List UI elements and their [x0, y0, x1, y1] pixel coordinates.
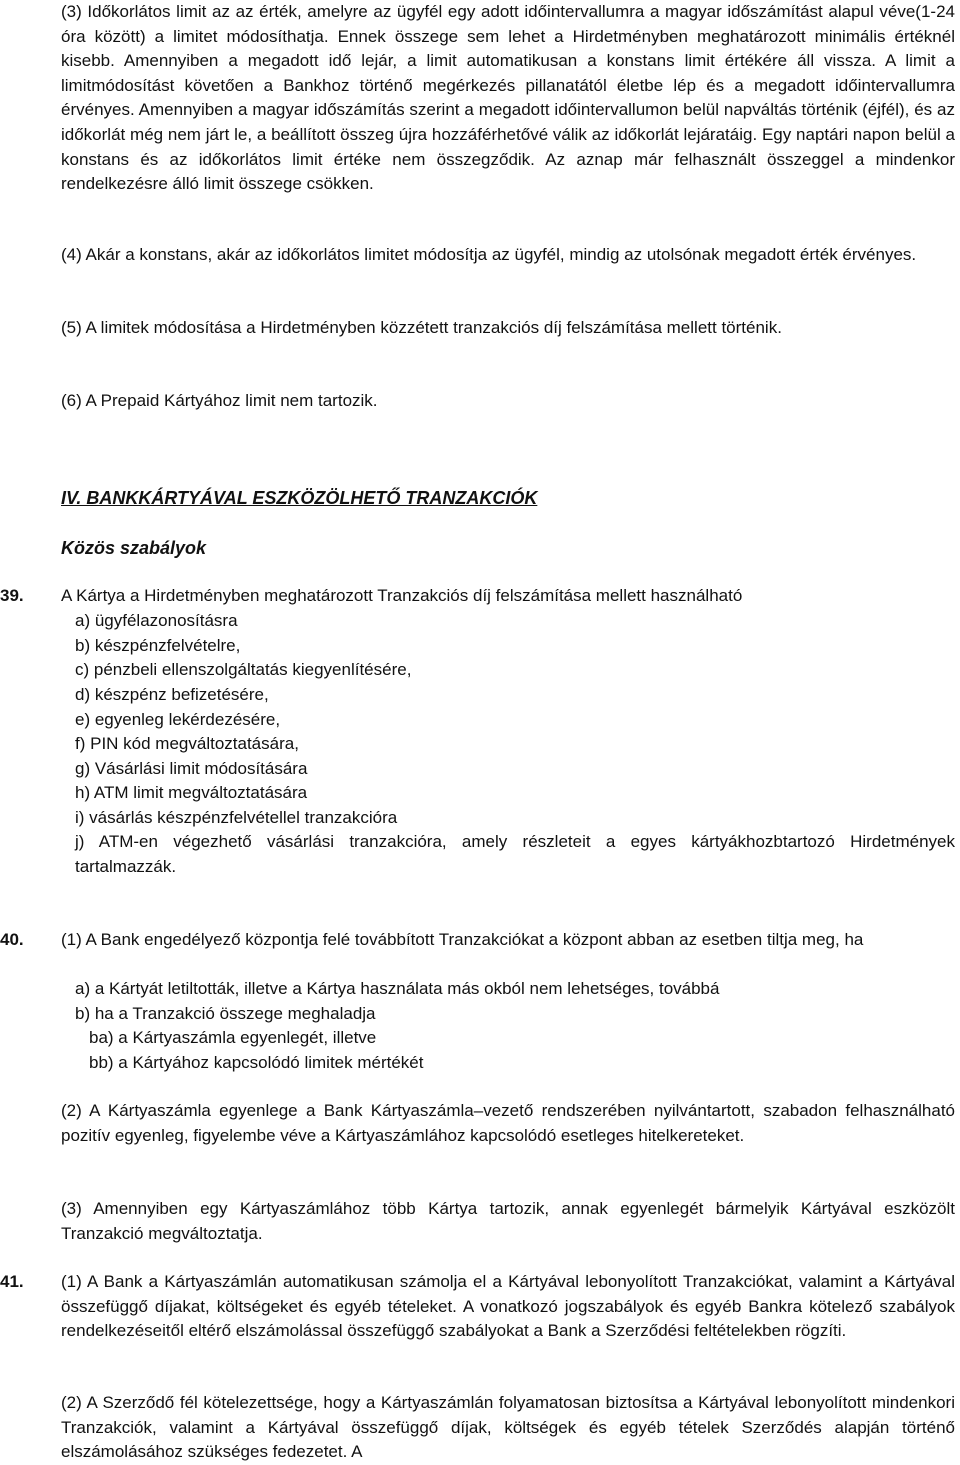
list-item: a) a Kártyát letiltották, illetve a Kártya használata más okból nem lehetséges, továbbá: [75, 979, 720, 998]
list-item: c) pénzbeli ellenszolgáltatás kiegyenlítésére,: [75, 660, 412, 679]
list-item: b) készpénzfelvételre,: [75, 636, 241, 655]
paragraph-3-time-limit: (3) Időkorlátos limit az az érték, amelyre az ügyfél egy adott időintervallumra a magyar időszámítást alapul véve(1-24 óra között) a limitet módosíthatja. Ennek összege sem lehet a Hirdetményben meghatározott minimális értéknél kisebb. Amennyiben a megadott idő lejár, a limit automatikusan a konstans limit értékére áll vissza. A limit a limitmódosítást követően a Bankhoz történő megérkezés pillanatától életbe lép és a megadott időintervallumra érvényes. Amennyiben a magyar időszámítás szerint a megadott időintervallumon belül napváltás történik (éjfél), és az időkorlát még nem járt le, a beállított összeg újra hozzáférhetővé válik az időkorlát lejáratáig. Egy naptári napon belül a konstans és az időkorlátos limit értéke nem összegződik. Az aznap már felhasznált összeggel a mindenkor rendelkezésre álló limit összege csökken.: [61, 2, 955, 194]
section-number: 40.: [0, 930, 24, 949]
section-number: 41.: [0, 1272, 24, 1291]
list-item: g) Vásárlási limit módosítására: [75, 759, 308, 778]
list-item: bb) a Kártyához kapcsolódó limitek mértékét: [89, 1053, 424, 1072]
section-41-paragraph-1: (1) A Bank a Kártyaszámlán automatikusan számolja el a Kártyával lebonyolított Tranzakciókat, valamint a Kártyával összefüggő díjakat, költségeket és egyéb tételeket. A vonatkozó jogszabályok és egyéb Bankra kötelező szabályok rendelkezéseitől eltérő elszámolással összefüggő szabályokat a Bank a Szerződési feltételekben rögzíti.: [61, 1272, 955, 1341]
section-40-paragraph-1: (1) A Bank engedélyező központja felé továbbított Tranzakciókat a központ abban az esetben tiltja meg, ha: [61, 930, 864, 949]
list-item: b) ha a Tranzakció összege meghaladja: [75, 1004, 376, 1023]
paragraph-5: (5) A limitek módosítása a Hirdetményben közzétett tranzakciós díj felszámítása mellett történik.: [61, 318, 782, 337]
list-item: e) egyenleg lekérdezésére,: [75, 710, 281, 729]
section-40-paragraph-2: (2) A Kártyaszámla egyenlege a Bank Kártyaszámla–vezető rendszerében nyilvántartott, szabadon felhasználható pozitív egyenleg, figyelembe véve a Kártyaszámlához kapcsolódó esetleges hitelkereteket.: [61, 1101, 955, 1145]
paragraph-6: (6) A Prepaid Kártyához limit nem tartozik.: [61, 391, 378, 410]
section-39-intro: A Kártya a Hirdetményben meghatározott Tranzakciós díj felszámítása mellett használható: [61, 586, 743, 605]
list-item: h) ATM limit megváltoztatására: [75, 783, 308, 802]
list-item: i) vásárlás készpénzfelvétellel tranzakcióra: [75, 808, 398, 827]
list-item: f) PIN kód megváltoztatására,: [75, 734, 299, 753]
list-item: a) ügyfélazonosításra: [75, 611, 238, 630]
section-number: 39.: [0, 586, 24, 605]
section-40-paragraph-3: (3) Amennyiben egy Kártyaszámlához több Kártya tartozik, annak egyenlegét bármelyik Kártyával eszközölt Tranzakció megváltoztatja.: [61, 1199, 955, 1243]
section-title: IV. BANKKÁRTYÁVAL ESZKÖZÖLHETŐ TRANZAKCIÓK: [61, 488, 538, 508]
list-item: d) készpénz befizetésére,: [75, 685, 269, 704]
list-item: ba) a Kártyaszámla egyenlegét, illetve: [89, 1028, 377, 1047]
list-item: j) ATM-en végezhető vásárlási tranzakcióra, amely részleteit a egyes kártyákhozbtartozó Hirdetmények tartalmazzák.: [75, 832, 955, 876]
section-41-paragraph-2: (2) A Szerződő fél kötelezettsége, hogy a Kártyaszámlán folyamatosan biztosítsa a Kártyával lebonyolított mindenkori Tranzakciók, valamint a Kártyával összefüggő díjak, költségek és egyéb tételek Szerződés alapján történő elszámolásához szükséges fedezetet. A: [61, 1393, 955, 1462]
paragraph-4: (4) Akár a konstans, akár az időkorlátos limitet módosítja az ügyfél, mindig az utolsónak megadott érték érvényes.: [61, 245, 917, 264]
subsection-title: Közös szabályok: [61, 538, 207, 558]
